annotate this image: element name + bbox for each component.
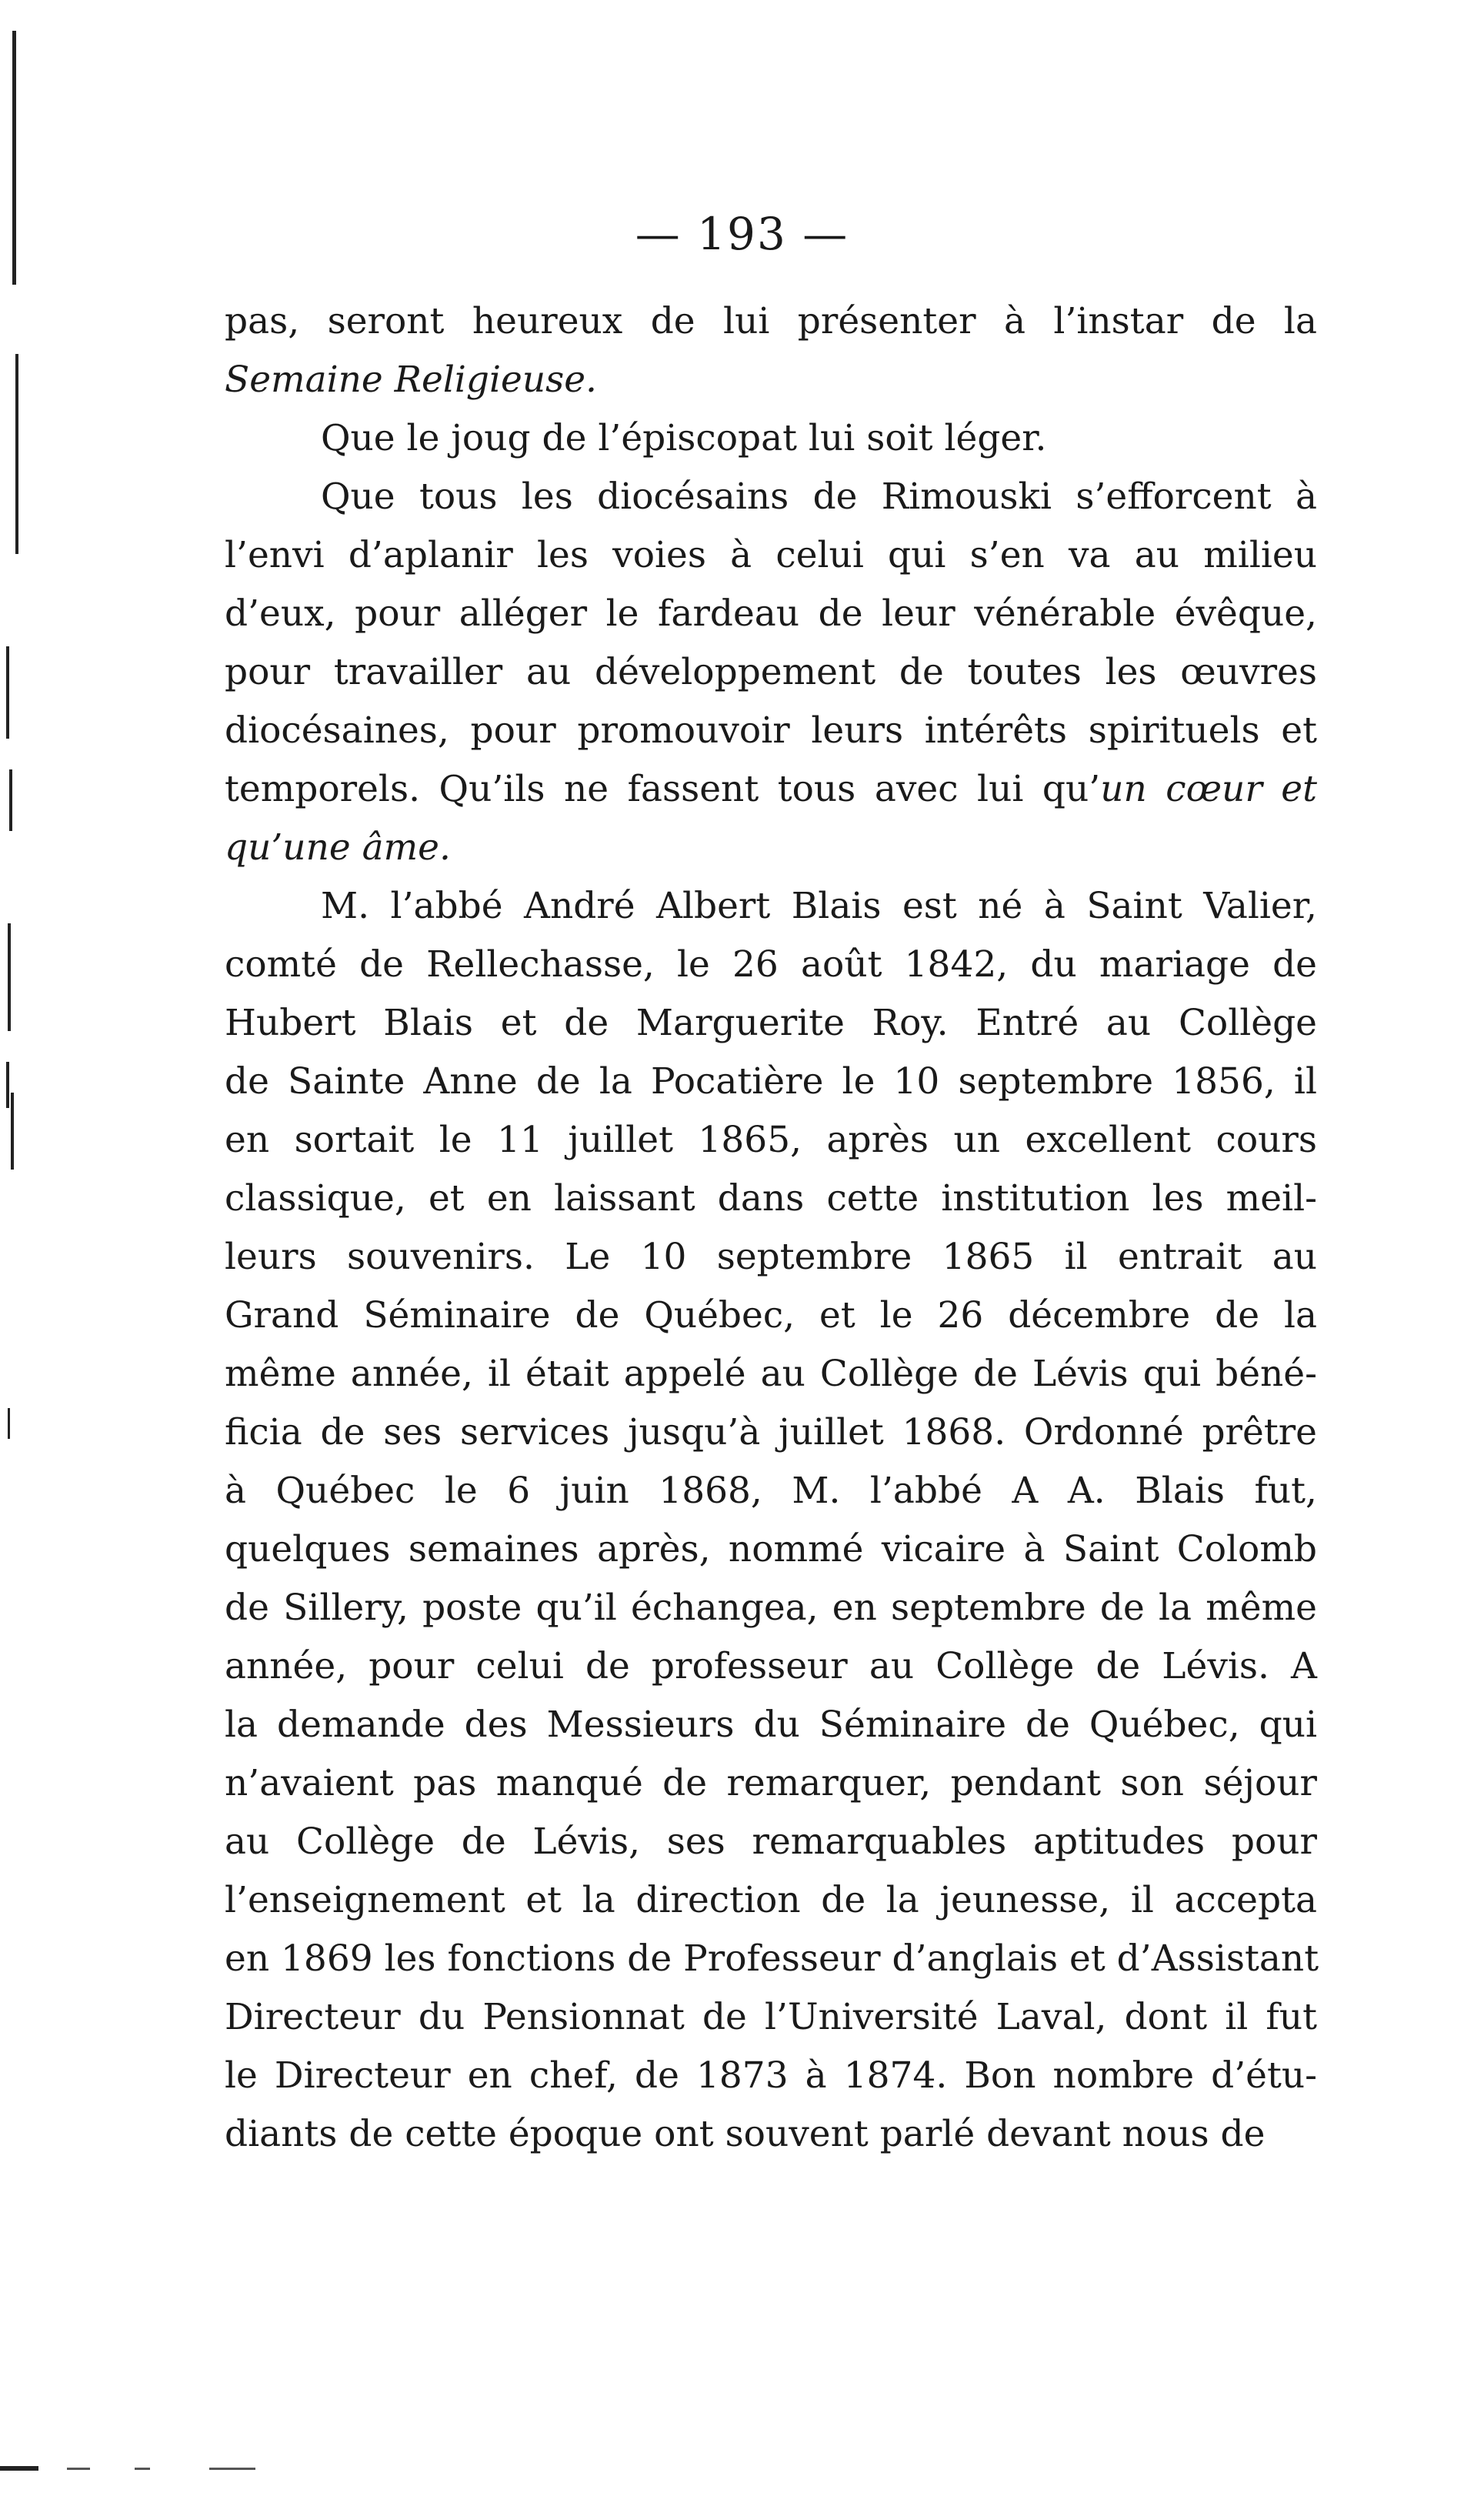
- text-run: quelques semaines après, nommé vicaire à Saint Colomb: [225, 1528, 1317, 1570]
- text-line: [225, 994, 1317, 1053]
- text-line: [225, 468, 1317, 526]
- text-line: [225, 1930, 1317, 1988]
- body-text: [225, 292, 1317, 2164]
- text-run: l’enseignement et la direction de la jeunesse, il accepta: [225, 1879, 1317, 1921]
- text-run: la demande des Messieurs du Séminaire de Québec, qui: [225, 1704, 1317, 1746]
- text-run: à Québec le 6 juin 1868, M. l’abbé A A. Blais fut,: [225, 1470, 1317, 1512]
- scan-margin-mark: [8, 1408, 10, 1439]
- text-run: Que le joug de l’épiscopat lui soit léger.: [321, 417, 1047, 459]
- text-line: [225, 351, 1317, 409]
- text-line: [225, 1170, 1317, 1228]
- scan-margin-mark: [6, 1062, 9, 1108]
- text-line: [225, 2105, 1317, 2164]
- scan-footer-noise: [0, 2458, 539, 2474]
- text-run: pour travailler au développement de toutes les œuvres: [225, 651, 1317, 693]
- scan-margin-mark: [9, 769, 12, 831]
- text-run: classique, et en laissant dans cette institution les meil-: [225, 1177, 1317, 1220]
- text-line: [225, 1754, 1317, 1813]
- text-line: [225, 1053, 1317, 1111]
- text-run: le Directeur en chef, de 1873 à 1874. Bon nombre d’étu-: [225, 2054, 1317, 2097]
- text-line: [225, 1637, 1317, 1696]
- text-line: [225, 1871, 1317, 1930]
- text-line: [225, 409, 1317, 468]
- text-line: [225, 292, 1317, 351]
- text-line: [225, 643, 1317, 702]
- text-run: en 1869 les fonctions de Professeur d’anglais et d’Assistant: [225, 1937, 1319, 1980]
- text-line: [225, 1988, 1317, 2047]
- italic-text-run: Semaine Religieuse.: [225, 359, 597, 401]
- text-line: [225, 1462, 1317, 1520]
- text-line: [225, 1696, 1317, 1754]
- text-run: n’avaient pas manqué de remarquer, pendant son séjour: [225, 1762, 1317, 1804]
- text-run: Que tous les diocésains de Rimouski s’efforcent à: [321, 476, 1317, 518]
- text-line: [225, 760, 1317, 819]
- text-run: M. l’abbé André Albert Blais est né à Saint Valier,: [321, 885, 1317, 927]
- text-run: de Sainte Anne de la Pocatière le 10 septembre 1856, il: [225, 1060, 1317, 1103]
- text-line: [225, 585, 1317, 643]
- scan-margin-mark: [15, 354, 18, 554]
- text-line: [225, 1287, 1317, 1345]
- paragraph: [225, 409, 1317, 468]
- text-run: d’eux, pour alléger le fardeau de leur vénérable évêque,: [225, 592, 1317, 635]
- text-line: [225, 819, 1317, 877]
- text-run: même année, il était appelé au Collège de Lévis qui béné-: [225, 1353, 1317, 1395]
- text-run: Directeur du Pensionnat de l’Université Laval, dont il fut: [225, 1996, 1317, 2038]
- text-line: [225, 1111, 1317, 1170]
- text-line: [225, 1813, 1317, 1871]
- text-run: de Sillery, poste qu’il échangea, en septembre de la même: [225, 1587, 1317, 1629]
- scan-margin-mark: [8, 923, 11, 1031]
- paragraph: [225, 877, 1317, 2164]
- text-run: pas, seront heureux de lui présenter à l’instar de la: [225, 300, 1317, 342]
- scan-margin-mark: [6, 646, 9, 739]
- text-line: [225, 1345, 1317, 1403]
- text-run: Hubert Blais et de Marguerite Roy. Entré au Collège: [225, 1002, 1317, 1044]
- text-line: [225, 936, 1317, 994]
- scan-margin-mark: [12, 31, 16, 285]
- page-number: — 193 —: [635, 208, 849, 260]
- text-run: leurs souvenirs. Le 10 septembre 1865 il entrait au: [225, 1236, 1317, 1278]
- text-run: en sortait le 11 juillet 1865, après un excellent cours: [225, 1119, 1317, 1161]
- text-run: l’envi d’aplanir les voies à celui qui s’en va au milieu: [225, 534, 1317, 576]
- text-line: [225, 1579, 1317, 1637]
- paragraph: [225, 292, 1317, 409]
- paragraph: [225, 468, 1317, 877]
- text-run: temporels. Qu’ils ne fassent tous avec lui qu’: [225, 768, 1101, 810]
- text-run: diants de cette époque ont souvent parlé devant nous de: [225, 2113, 1266, 2155]
- text-run: comté de Rellechasse, le 26 août 1842, du mariage de: [225, 943, 1317, 986]
- scan-margin-mark: [11, 1093, 14, 1170]
- text-run: au Collège de Lévis, ses remarquables aptitudes pour: [225, 1821, 1317, 1863]
- text-line: [225, 1520, 1317, 1579]
- text-run: ficia de ses services jusqu’à juillet 1868. Ordonné prêtre: [225, 1411, 1317, 1453]
- text-run: diocésaines, pour promouvoir leurs intérêts spirituels et: [225, 709, 1317, 752]
- italic-text-run: un cœur et: [1100, 768, 1318, 810]
- text-line: [225, 1228, 1317, 1287]
- text-run: Grand Séminaire de Québec, et le 26 décembre de la: [225, 1294, 1317, 1337]
- text-line: [225, 526, 1317, 585]
- text-line: [225, 702, 1317, 760]
- text-line: [225, 1403, 1317, 1462]
- italic-text-run: qu’une âme.: [225, 826, 451, 869]
- text-line: [225, 2047, 1317, 2105]
- text-run: année, pour celui de professeur au Collège de Lévis. A: [225, 1645, 1317, 1687]
- text-line: [225, 877, 1317, 936]
